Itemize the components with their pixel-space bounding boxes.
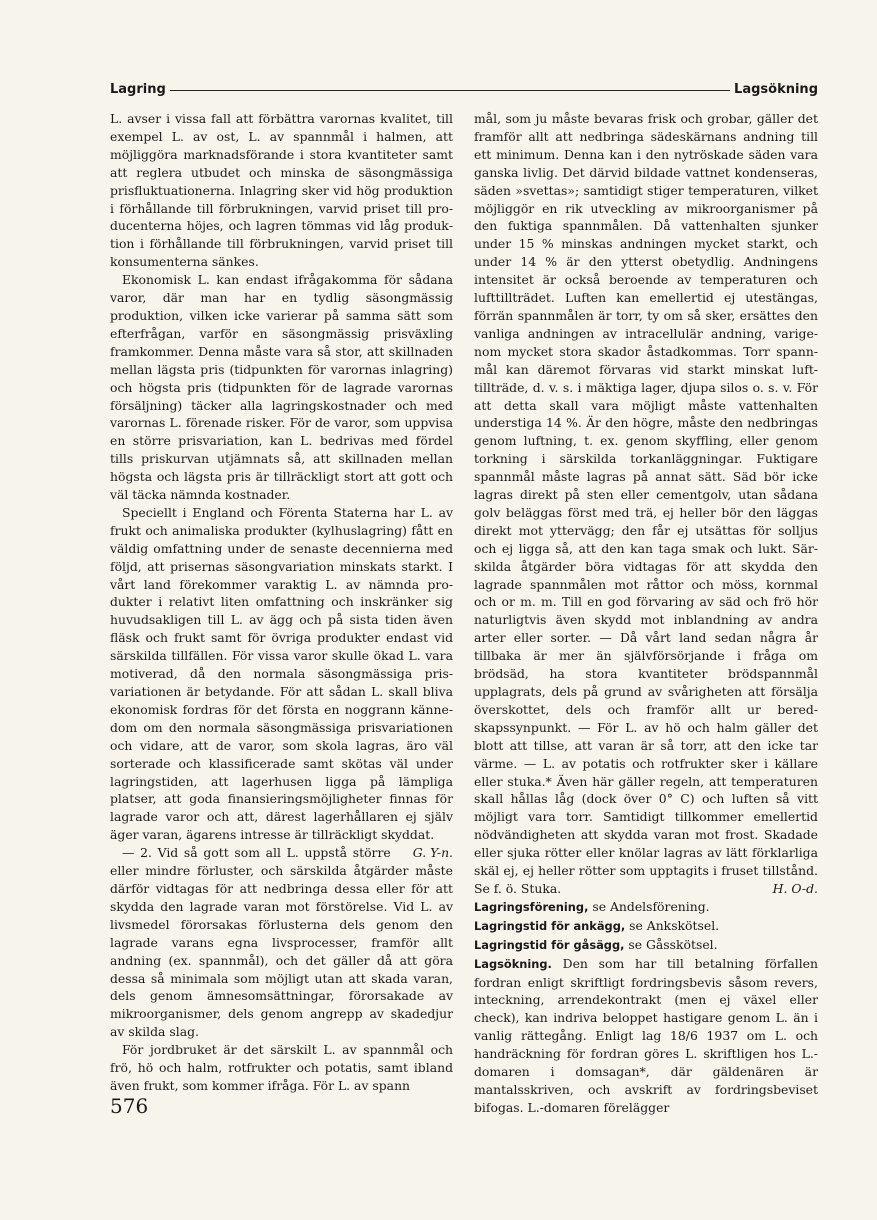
paragraph-text: mål, som ju måste bevaras frisk och grobar, gäller det framför allt att nedbringa sädeskärnans andning till ett minimum. Denna kan i den nytröskade säden vara ganska livlig. Det därvid bildade vattnet kondenseras, säden »svettas»; samtidigt stiger temperaturen, vilket möjliggör en rik utveckling av mikroorganismer på den fuktiga spannmålen. Då vattenhalten sjunker under 15 % minskas andningen mycket starkt, och under 14 % är den ytterst obetydlig. Andningens intensitet är också beroende av temperaturen och lufttillträdet. Luften kan emellertid ej utestängas, förrän spannmålen är torr, ty om så sker, ersättes den vanliga andningen av intracellulär andning, varigenom mycket stora skador åstadkommas. Torr spannmål kan däremot förvaras vid starkt minskat lufttillträde, d. v. s. i mäktiga lager, djupa silos o. s. v. För att detta skall vara möjligt måste vattenhalten understiga 14 %. Är den högre, måste den nedbringas genom luftning, t. ex. genom skyffling, eller genom torkning i särskilda torkanläggningar. Fuktigare spannmål måste lagras på annat sätt. Säd bör icke lagras direkt på sten eller cementgolv, utan sådana golv beläggas först med trä, ej heller bör den läggas direkt mot yttervägg; den får ej utsättas för solljus och ej ligga så, att den kan taga smak och lukt. Särskilda åtgärder böra vidtagas för att skydda den lagrade spannmålen mot råttor och möss, kornmal och or m. m. Till en god förvaring av säd och frö hör naturligtvis även skydd mot inblandning av andra arter eller sorter. — Då vårt land sedan några år tillbaka är mer än självförsörjande i fråga om brödsäd, ha stora kvantiteter brödspannmål upplagrats, dels på grund av svårigheten att försälja överskottet, dels och framför allt ur beredskapssynpunkt. — För L. av hö och halm gäller det blott att tillse, att varan är så torr, att den icke tar värme. — L. av potatis och rotfrukter sker i källare eller stuka.* Även här gäller regeln, att temperaturen skall hållas låg (dock över 0° C) och luften så vitt möjligt vara torr. Samtidigt tillkommer emellertid nödvändigheten att skydda varan mot frost. Skadade eller sjuka rötter eller knölar lagras av lätt förklarliga skäl ej, ej heller rötter som upptagits i fruset tillstånd. Se f. ö. Stuka. (474, 111, 818, 896)
page-number: 576 (110, 1094, 149, 1118)
entry-headword: Lagringsförening, (474, 899, 589, 914)
entry-headword: Lagringstid för ankägg, (474, 918, 626, 933)
right-column (474, 110, 818, 1117)
dictionary-entry (474, 898, 818, 917)
entry-text: Den som har till betalning förfallen fordran enligt skriftligt fordringsbevis såsom revers, inteckning, arrendekontrakt (men ej växel eller check), kan indriva beloppet hastigare genom L. än i vanlig rättegång. Enligt lag 18/6 1937 om L. och handräckning för fordran göres L. skriftligen hos L.-domaren i domsagan*, där gäldenären är mantalsskriven, och avskrift av fordringsbeviset bifogas. L.-domaren förelägger (474, 955, 818, 1115)
entry-text: se Andelsförening. (588, 898, 710, 914)
dictionary-entry (474, 936, 818, 955)
running-header (110, 80, 818, 100)
paragraph (110, 504, 453, 861)
left-column (110, 110, 453, 1095)
entry-headword: Lagringstid för gåsägg, (474, 937, 625, 952)
paragraph: Ekonomisk L. kan endast ifrågakomma för sådana varor, där man har en tydlig säsongmässig produktion, vilken icke varierar på samma sätt som efterfrågan, varför en säsongmässig prisväxling framkommer. Denna måste vara så stor, att skillnaden mellan lägsta pris (tidpunkten för varornas inlagring) och högsta pris (tidpunkten för de lagrade varornas försäljning) täcker alla lagringskostnader och med varornas L. förenade risker. För de varor, som uppvisa en större prisvariation, kan L. bedrivas med fördel tills priskurvan utjämnats så, att skillnaden mellan högsta och lägsta pris är tillräckligt stort att gott och väl täcka nämnda kostnader. (110, 272, 453, 503)
dictionary-entry (474, 955, 818, 1117)
paragraph: — 2. Vid så gott som all L. uppstå större eller mindre förluster, och särskilda åtgärder måste därför vidtagas för att nedbringa dessa eller för att skydda den lagrade varan mot förstörelse. Vid L. av livsmedel förorsakas förlusterna dels genom den lagrade varans egna livsprocesser, framför allt andning (ex. spannmål), och det gäller då att göra dessa så minimala som möjligt utan att skada varan, dels genom ämnesomsättningar, förorsakade av mikroorganismer, dels genom angrepp av skadedjur av skilda slag. (110, 845, 453, 1040)
header-right-keyword: Lagsökning (730, 80, 818, 100)
paragraph: L. avser i vissa fall att förbättra varornas kvalitet, till exempel L. av ost, L. av spannmål i halmen, att möjliggöra marknadsförande i stora kvantiteter samt att reglera utbudet och minska de säsongmässiga prisfluktuationerna. Inlagring sker vid hög produktion i förhållande till förbrukningen, varvid priset till producenterna höjes, och lagren tömmas vid låg produktion i förhållande till förbrukningen, varvid priset till konsumenterna sänkes. (110, 111, 453, 270)
entry-text: se Ankskötsel. (625, 917, 720, 933)
entry-headword: Lagsökning. (474, 956, 552, 971)
entry-text: se Gåsskötsel. (624, 936, 718, 952)
paragraph (474, 110, 818, 898)
header-rule (110, 90, 818, 91)
author-signature: H. O-d. (772, 880, 818, 896)
paragraph: För jordbruket är det särskilt L. av spannmål och frö, hö och halm, rotfrukter och potatis, samt ibland även frukt, som kommer ifråga. För L. av spann (110, 1042, 453, 1093)
dictionary-entry (474, 917, 818, 936)
header-left-keyword: Lagring (110, 80, 170, 100)
author-signature: G. Y-n. (412, 845, 453, 861)
paragraph-text: Speciellt i England och Förenta Staterna har L. av frukt och animaliska produkter (kylhuslagring) fått en väldig omfattning under de senaste decennierna med följd, att prisernas säsongvariation minskats starkt. I vårt land förekommer varaktig L. av nämnda produkter i relativt liten omfattning och inskränker sig huvudsakligen till L. av ägg och på sista tiden även fläsk och frukt samt för övriga produkter endast vid särskilda tillfällen. För vissa varor skulle ökad L. vara motiverad, då den normala säsongmässiga prisvariationen är betydande. För att sådan L. skall bliva ekonomisk fordras för det första en noggrann kännedom om den normala säsongmässiga prisvariationen och vidare, att de varor, som skola lagras, äro väl sorterade och klassificerade samt skötas väl under lagringstiden, att lagerhusen ligga på lämpliga platser, att goda finansieringsmöjligheter finnas för lagrade varor och att, därest lagerhållaren ej själv äger varan, ägarens intresse är tillräckligt skyddat. (110, 504, 453, 843)
